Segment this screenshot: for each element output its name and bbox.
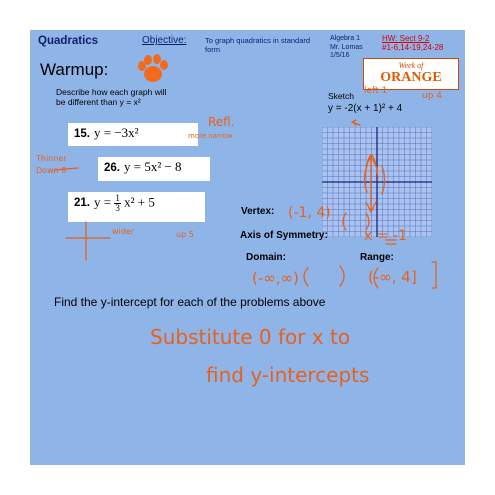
axis-answer: x = -1 bbox=[364, 228, 407, 244]
problem-number: 21. bbox=[74, 197, 90, 210]
note-reflection: Refl. bbox=[208, 115, 235, 129]
problem-equation: y = 5x² − 8 bbox=[124, 159, 182, 174]
instructions-line-2: be different than y = x² bbox=[56, 97, 141, 107]
vertex-label: Vertex: bbox=[241, 206, 275, 217]
domain-answer: (-∞,∞) bbox=[252, 269, 299, 287]
range-answer: (-∞, 4] bbox=[368, 268, 417, 286]
handwritten-annotations bbox=[30, 30, 465, 465]
problem-number: 26. bbox=[104, 162, 120, 174]
note-up-5: up 5 bbox=[176, 230, 194, 239]
note-left-1: left 1 bbox=[364, 86, 388, 96]
lesson-title: Quadratics bbox=[38, 35, 99, 47]
objective-label: Objective: bbox=[142, 35, 187, 46]
fraction-numerator: 1 bbox=[115, 193, 120, 203]
slide-board bbox=[30, 30, 465, 465]
note-wider: wider bbox=[112, 227, 135, 236]
teacher-name: Mr. Lomas bbox=[330, 43, 363, 51]
week-orange-label: ORANGE bbox=[380, 70, 442, 85]
equation-left: y = bbox=[94, 194, 112, 210]
problem-number: 15. bbox=[74, 128, 90, 140]
instructions-line-1: Describe how each graph will bbox=[56, 87, 167, 97]
note-up-4: up 4 bbox=[422, 91, 443, 101]
range-label: Range: bbox=[360, 252, 394, 263]
week-of-label: Week of bbox=[398, 61, 424, 70]
y-intercept-prompt: Find the y-intercept for each of the problems above bbox=[54, 295, 326, 309]
homework-problems: #1-6,14-19,24-28 bbox=[382, 43, 444, 52]
note-substitute: Substitute 0 for x to bbox=[150, 325, 351, 349]
problem-equation: y = −3x² bbox=[94, 125, 139, 140]
note-find-intercepts: find y-intercepts bbox=[206, 363, 370, 387]
sketch-label: Sketch bbox=[328, 91, 354, 101]
note-down-8: Down 8 bbox=[36, 166, 67, 175]
homework-section: HW: Sect 9-2 bbox=[382, 34, 430, 43]
objective-text: To graph quadratics in standard form bbox=[205, 36, 311, 54]
vertex-answer: (-1, 4) bbox=[288, 205, 331, 221]
course-name: Algebra 1 bbox=[330, 35, 360, 42]
sketch-equation: y = -2(x + 1)² + 4 bbox=[328, 103, 403, 114]
domain-label: Domain: bbox=[246, 252, 286, 263]
note-thinner: Thinner bbox=[36, 154, 67, 163]
note-more-narrow: more narrow bbox=[188, 132, 233, 140]
axis-of-symmetry-label: Axis of Symmetry: bbox=[240, 230, 328, 241]
equation-right: x² + 5 bbox=[124, 194, 155, 210]
lesson-date: 1/5/16 bbox=[330, 52, 350, 59]
fraction-denominator: 3 bbox=[115, 203, 120, 213]
warmup-heading: Warmup: bbox=[40, 60, 109, 79]
